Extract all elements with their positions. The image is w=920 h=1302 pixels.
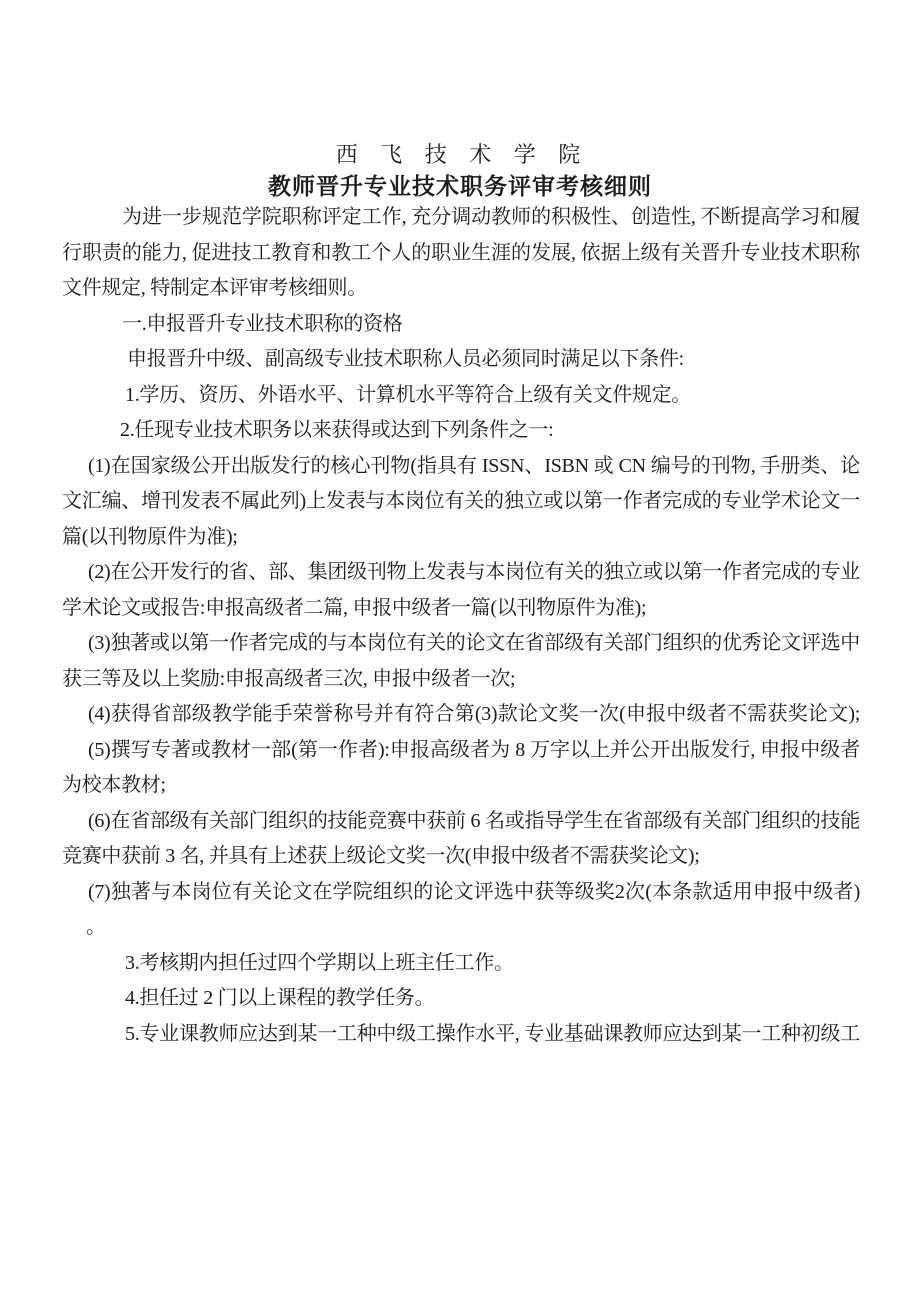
eligibility-lead: 申报晋升中级、副高级专业技术职称人员必须同时满足以下条件: [127, 348, 684, 370]
condition-3: (3)独著或以第一作者完成的与本岗位有关的论文在省部级有关部门组织的优秀论文评选中获三等及以上奖励:申报高级者三次, 申报中级者一次; [62, 632, 860, 690]
doc-subtitle: 教师晋升专业技术职务评审考核细则 [268, 174, 652, 199]
doc-body [0, 200, 920, 1052]
intro-paragraph: 为进一步规范学院职称评定工作, 充分调动教师的积极性、创造性, 不断提高学习和履行职责的能力, 促进技工教育和教工个人的职业生涯的发展, 依据上级有关晋升专业技术职称文件规定, 特制定本评审考核细则。 [62, 206, 860, 299]
condition-7-overflow-period: 。 [86, 916, 106, 938]
item-2-conditions-lead: 2.任现专业技术职务以来获得或达到下列条件之一: [120, 419, 554, 441]
doc-title: 西 飞 技 术 学 院 [335, 142, 585, 167]
condition-7: (7)独著与本岗位有关论文在学院组织的论文评选中获等级奖2次(本条款适用申报中级者) [88, 880, 860, 903]
condition-1: (1)在国家级公开出版发行的核心刊物(指具有 ISSN、ISBN 或 CN 编号的刊物, 手册类、论文汇编、增刊发表不属此列)上发表与本岗位有关的独立或以第一作者完成的专业学术论文一篇(以刊物原件为准); [62, 454, 860, 548]
item-1-qualifications: 1.学历、资历、外语水平、计算机水平等符合上级有关文件规定。 [125, 383, 691, 406]
item-3-class-teacher: 3.考核期内担任过四个学期以上班主任工作。 [125, 951, 514, 974]
condition-2: (2)在公开发行的省、部、集团级刊物上发表与本岗位有关的独立或以第一作者完成的专业学术论文或报告:申报高级者二篇, 申报中级者一篇(以刊物原件为准); [62, 561, 860, 619]
item-4-courses: 4.担任过 2 门以上课程的教学任务。 [125, 987, 435, 1009]
item-5-skill-level: 5.专业课教师应达到某一工种中级工操作水平, 专业基础课教师应达到某一工种初级工 [125, 1022, 860, 1045]
section1-heading: 一.申报晋升专业技术职称的资格 [122, 312, 403, 335]
condition-5: (5)撰写专著或教材一部(第一作者):申报高级者为 8 万字以上并公开出版发行, 申报中级者为校本教材; [62, 738, 860, 796]
condition-6: (6)在省部级有关部门组织的技能竞赛中获前 6 名或指导学生在省部级有关部门组织的技能竞赛中获前 3 名, 并具有上述获上级论文奖一次(申报中级者不需获奖论文); [62, 809, 860, 867]
condition-4: (4)获得省部级教学能手荣誉称号并有符合第(3)款论文奖一次(申报中级者不需获奖论文); [88, 703, 860, 725]
